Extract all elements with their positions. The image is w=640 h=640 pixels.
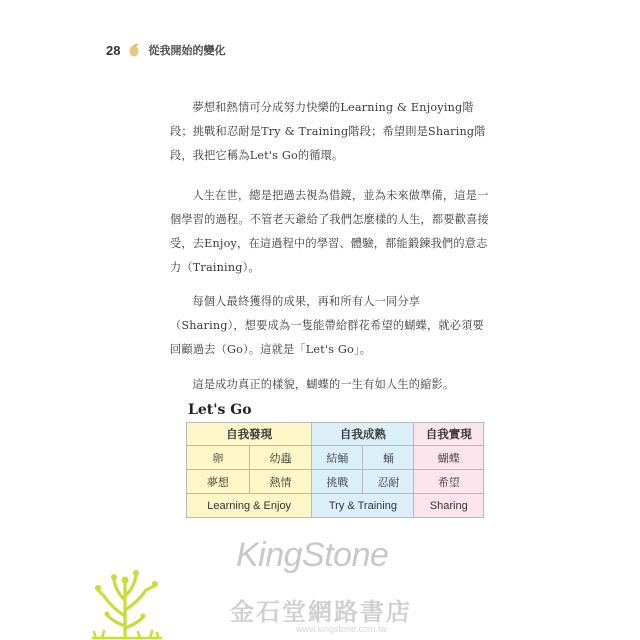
paragraph-3	[170, 290, 492, 362]
header-self-discovery: 自我發現	[187, 423, 312, 446]
table-cell: 忍耐	[363, 470, 414, 494]
paragraph-2	[170, 184, 492, 280]
table-footer-row	[187, 494, 484, 518]
tree-illustration	[92, 566, 162, 640]
footer-try-training: Try & Training	[312, 494, 414, 518]
table-title: Let's Go	[188, 402, 252, 418]
table-header-row	[187, 423, 484, 446]
table-row	[187, 470, 484, 494]
paragraph-text: 夢想和熱情可分成努力快樂的Learning & Enjoying階段；挑戰和忍耐是Try & Training階段；希望則是Sharing階段，我把它稱為Let's Go的循環。	[170, 101, 486, 162]
table-cell: 蝴蝶	[414, 446, 484, 470]
paragraph-text: 人生在世，總是把過去視為借鏡，並為未來做準備，這是一個學習的過程。不管老天爺給了我們怎麼樣的人生，都要歡喜接受，去Enjoy，在這過程中的學習、體驗，都能鍛鍊我們的意志力（Training）。	[170, 189, 489, 274]
page-header	[106, 42, 225, 58]
chapter-title: 從我開始的變化	[148, 44, 226, 57]
table-row	[187, 446, 484, 470]
table-cell: 卵	[187, 446, 250, 470]
table-cell: 幼蟲	[249, 446, 312, 470]
lets-go-table	[186, 422, 484, 518]
table-cell: 希望	[414, 470, 484, 494]
table-cell: 熱情	[249, 470, 312, 494]
table-cell: 夢想	[187, 470, 250, 494]
paragraph-4	[170, 373, 492, 397]
table-cell: 結蛹	[312, 446, 363, 470]
paragraph-1	[170, 96, 492, 168]
table-cell: 蛹	[363, 446, 414, 470]
paragraph-text: 這是成功真正的樣貌，蝴蝶的一生有如人生的縮影。	[192, 378, 455, 391]
seed-icon	[128, 44, 140, 57]
table-cell: 挑戰	[312, 470, 363, 494]
watermark-brand-en: KingStone	[236, 536, 389, 574]
footer-sharing: Sharing	[414, 494, 484, 518]
header-self-maturity: 自我成熟	[312, 423, 414, 446]
watermark-url: www.kingstone.com.tw	[296, 624, 388, 634]
header-self-realization: 自我實現	[414, 423, 484, 446]
page-number: 28	[106, 42, 121, 58]
footer-learning-enjoy: Learning & Enjoy	[187, 494, 312, 518]
paragraph-text: 每個人最終獲得的成果，再和所有人一同分享（Sharing），想要成為一隻能帶給群花希望的蝴蝶，就必須要回顧過去（Go）。這就是「Let's Go」。	[170, 295, 484, 356]
watermark-brand-zh: 金石堂網路書店	[230, 597, 412, 626]
